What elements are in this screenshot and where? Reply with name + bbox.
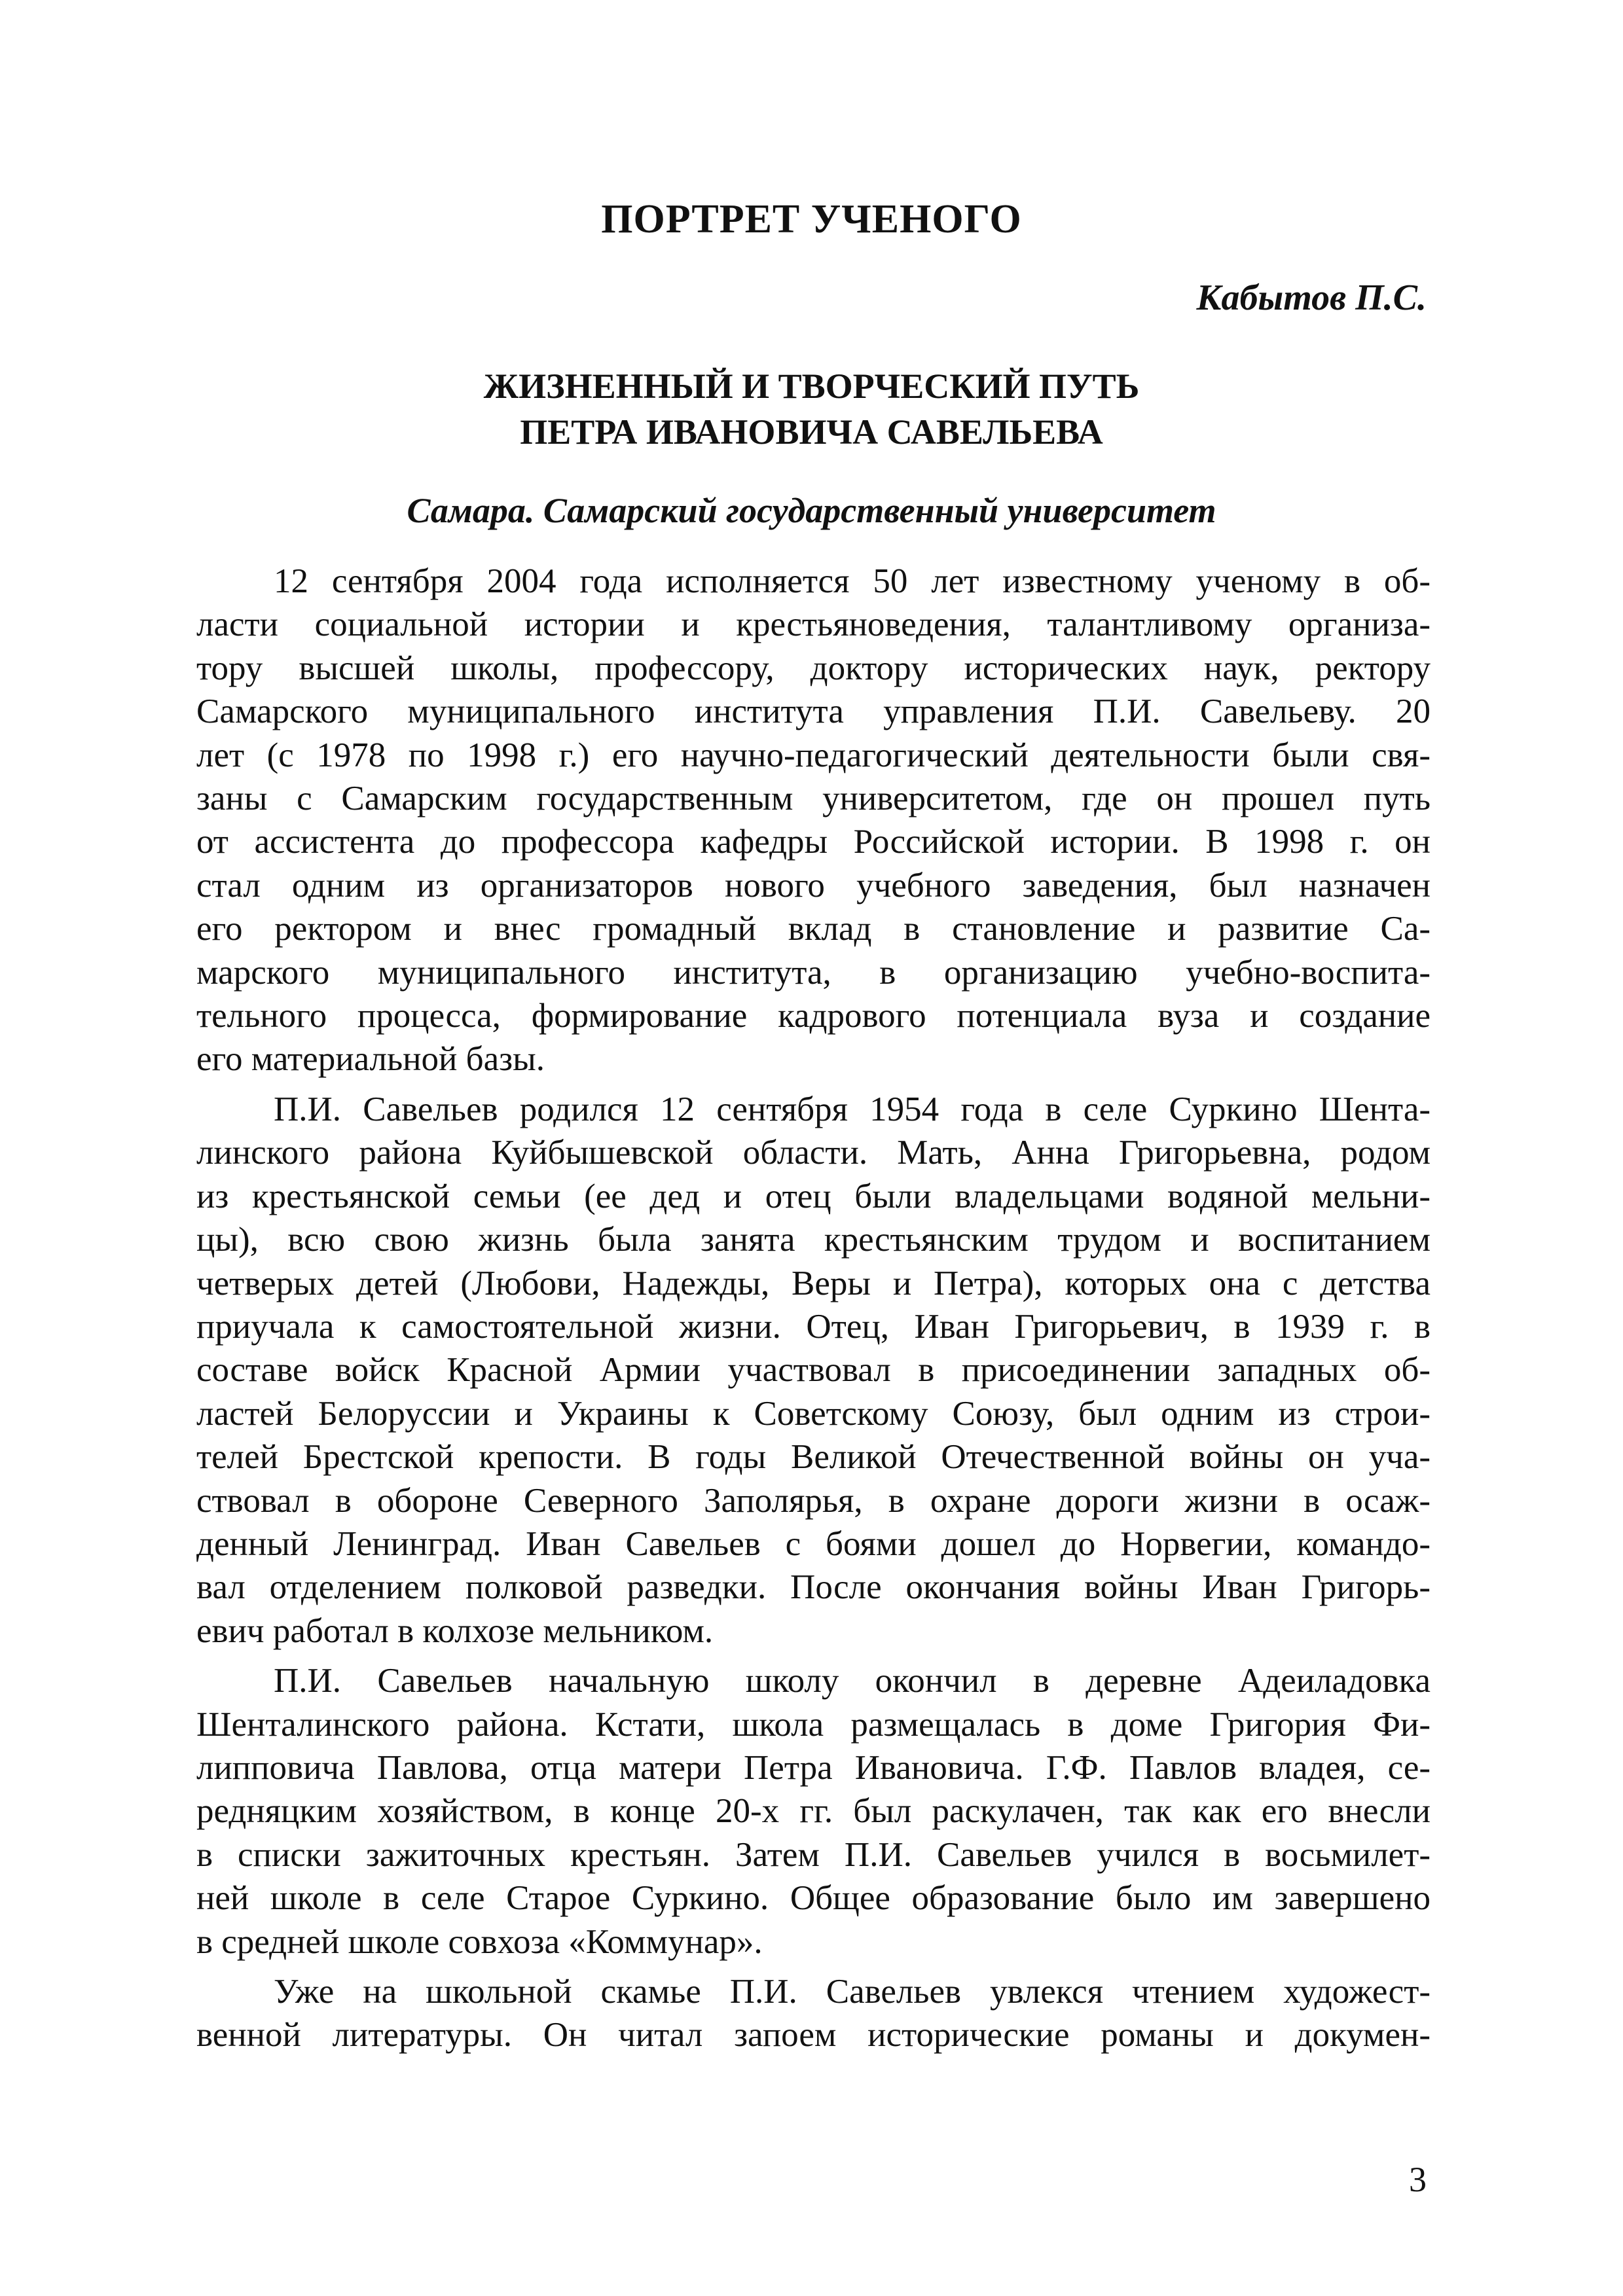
text-line: стал одним из организаторов нового учебного заведения, был назначен: [196, 866, 1431, 905]
paragraph: [196, 560, 1431, 1081]
text-line: лет (с 1978 по 1998 г.) его научно-педагогический деятельности были свя-: [196, 736, 1431, 774]
text-line: вал отделением полковой разведки. После окончания войны Иван Григорь-: [196, 1568, 1431, 1607]
text-line: липповича Павлова, отца матери Петра Ивановича. Г.Ф. Павлов владея, се-: [196, 1748, 1431, 1787]
author-name: Кабытов П.С.: [1196, 278, 1427, 318]
text-line: Уже на школьной скамье П.И. Савельев увлекся чтением художест-: [274, 1973, 1431, 2011]
text-line: марского муниципального института, в организацию учебно-воспита-: [196, 953, 1431, 992]
text-line: тору высшей школы, профессору, доктору исторических наук, ректору: [196, 649, 1431, 687]
text-line: венной литературы. Он читал запоем исторические романы и докумен-: [196, 2016, 1431, 2054]
text-line: евич работал в колхозе мельником.: [196, 1611, 714, 1650]
text-line: его ректором и внес громадный вклад в становление и развитие Са-: [196, 910, 1431, 948]
author-affiliation: Самара. Самарский государственный университет: [407, 491, 1216, 530]
text-line: заны с Самарским государственным университетом, где он прошел путь: [196, 780, 1431, 818]
text-line: четверых детей (Любови, Надежды, Веры и Петра), которых она с детства: [196, 1264, 1431, 1302]
text-line: Шенталинского района. Кстати, школа размещалась в доме Григория Фи-: [196, 1705, 1431, 1744]
text-line: от ассистента до профессора кафедры Российской истории. В 1998 г. он: [196, 823, 1431, 861]
text-line: тельного процесса, формирование кадрового потенциала вуза и создание: [196, 997, 1431, 1035]
text-line: Самарского муниципального института управления П.И. Савельеву. 20: [196, 692, 1431, 731]
text-line: из крестьянской семьи (ее дед и отец были владельцами водяной мельни-: [196, 1177, 1431, 1215]
text-line: в средней школе совхоза «Коммунар».: [196, 1922, 763, 1961]
text-line: ней школе в селе Старое Суркино. Общее образование было им завершено: [196, 1879, 1431, 1918]
paragraph: [196, 1659, 1431, 1964]
text-line: его материальной базы.: [196, 1040, 545, 1079]
paragraph: [196, 1088, 1431, 1653]
text-line: приучала к самостоятельной жизни. Отец, Иван Григорьевич, в 1939 г. в: [196, 1307, 1431, 1346]
text-line: составе войск Красной Армии участвовал в присоединении западных об-: [196, 1351, 1431, 1390]
article-title-line: ЖИЗНЕННЫЙ И ТВОРЧЕСКИЙ ПУТЬ: [483, 367, 1140, 406]
section-title: ПОРТРЕТ УЧЕНОГО: [601, 197, 1022, 242]
text-line: П.И. Савельев родился 12 сентября 1954 года в селе Суркино Шента-: [274, 1090, 1431, 1128]
text-line: П.И. Савельев начальную школу окончил в деревне Адеиладовка: [274, 1662, 1431, 1700]
text-line: денный Ленинград. Иван Савельев с боями дошел до Норвегии, командо-: [196, 1524, 1431, 1563]
text-line: в списки зажиточных крестьян. Затем П.И. Савельев учился в восьмилет-: [196, 1835, 1431, 1874]
page-number: 3: [1409, 2160, 1427, 2199]
text-line: телей Брестской крепости. В годы Великой Отечественной войны он уча-: [196, 1438, 1431, 1477]
text-line: 12 сентября 2004 года исполняется 50 лет известному ученому в об-: [274, 562, 1431, 600]
text-line: линского района Куйбышевской области. Мать, Анна Григорьевна, родом: [196, 1134, 1431, 1172]
article-title-line: ПЕТРА ИВАНОВИЧА САВЕЛЬЕВА: [520, 412, 1103, 452]
paragraph: [196, 1970, 1431, 2057]
text-line: ствовал в обороне Северного Заполярья, в охране дороги жизни в осаж-: [196, 1481, 1431, 1520]
article-title: [0, 363, 1623, 455]
text-line: редняцким хозяйством, в конце 20-х гг. был раскулачен, так как его внесли: [196, 1792, 1431, 1831]
text-line: цы), всю свою жизнь была занята крестьянским трудом и воспитанием: [196, 1221, 1431, 1259]
text-line: ласти социальной истории и крестьяноведения, талантливому организа-: [196, 605, 1431, 644]
text-line: ластей Белоруссии и Украины к Советскому Союзу, был одним из строи-: [196, 1394, 1431, 1433]
article-body: [196, 560, 1431, 2057]
